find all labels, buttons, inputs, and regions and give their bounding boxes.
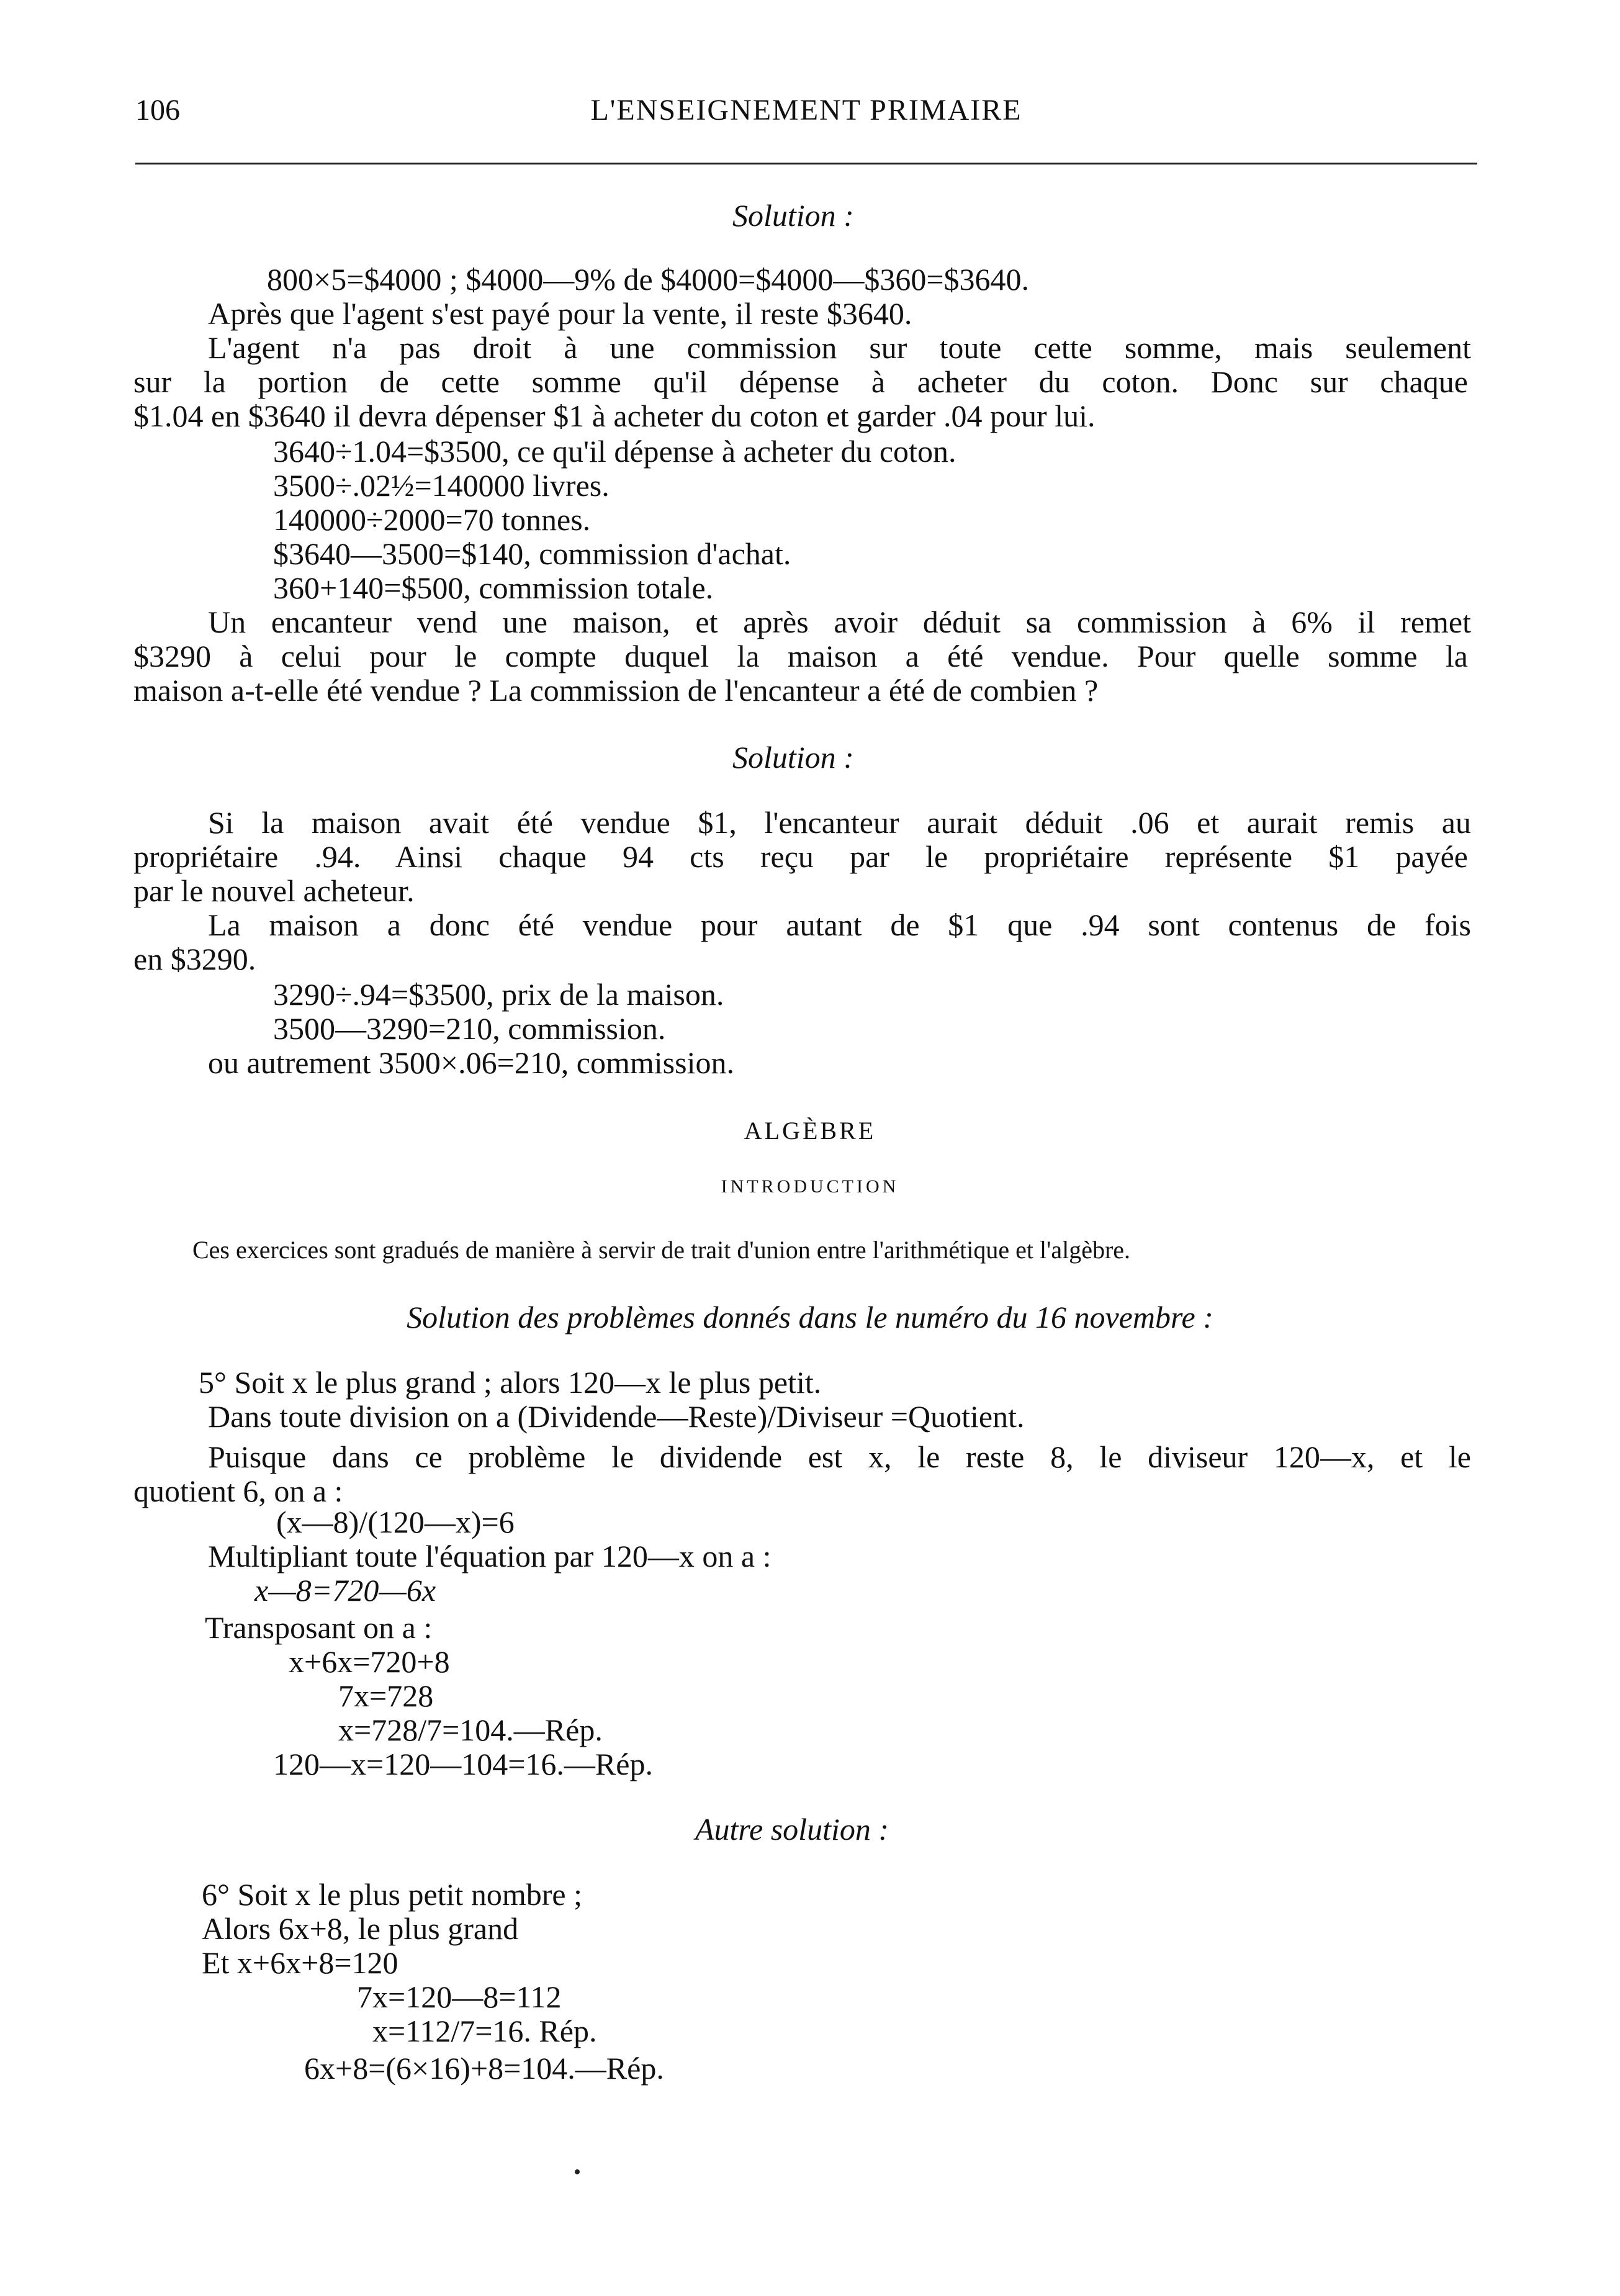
- text-line: $3640—3500=$140, commission d'achat.: [273, 536, 791, 571]
- text-line: 5° Soit x le plus grand ; alors 120—x le plus petit.: [199, 1365, 822, 1400]
- text-line: ou autrement 3500×.06=210, commission.: [208, 1045, 734, 1080]
- text-line: 6° Soit x le plus petit nombre ;: [202, 1877, 583, 1912]
- text-line: quotient 6, on a :: [133, 1474, 343, 1508]
- text-line: Puisque dans ce problème le dividende est x, le reste 8, le diviseur 120—x, et le: [208, 1439, 1471, 1474]
- intro-note: Ces exercices sont gradués de manière à servir de trait d'union entre l'arithmétique et l'algèbre.: [192, 1236, 1131, 1264]
- equation-line: 7x=120—8=112: [357, 1979, 562, 2014]
- page-number: 106: [135, 94, 180, 127]
- text-line: 140000÷2000=70 tonnes.: [273, 502, 591, 537]
- equation-line: 7x=728: [338, 1678, 434, 1713]
- text-line: sur la portion de cette somme qu'il dépense à acheter du coton. Donc sur chaque: [133, 364, 1468, 399]
- text-line: Alors 6x+8, le plus grand: [202, 1911, 519, 1946]
- running-head: [135, 93, 1477, 137]
- text-line: 3500÷.02½=140000 livres.: [273, 468, 610, 503]
- equation-line: x+6x=720+8: [289, 1644, 450, 1679]
- text-line: en $3290.: [133, 942, 256, 976]
- text-line: Un encanteur vend une maison, et après avoir déduit sa commission à 6% il remet: [208, 605, 1471, 639]
- equation-line: 120—x=120—104=16.—Rép.: [273, 1747, 653, 1781]
- equation-line: x=112/7=16. Rép.: [372, 2014, 597, 2048]
- text-line: 800×5=$4000 ; $4000—9% de $4000=$4000—$360=$3640.: [267, 262, 1030, 297]
- text-line: Dans toute division on a (Dividende—Reste)/Diviseur =Quotient.: [208, 1399, 1025, 1434]
- text-line: L'agent n'a pas droit à une commission sur toute cette somme, mais seulement: [208, 330, 1471, 365]
- text-line: 3290÷.94=$3500, prix de la maison.: [273, 977, 724, 1012]
- text-line: 360+140=$500, commission totale.: [273, 570, 714, 605]
- text-line: 3500—3290=210, commission.: [273, 1011, 666, 1046]
- equation-line: Et x+6x+8=120: [202, 1945, 398, 1980]
- solution-heading: Autre solution :: [695, 1812, 889, 1847]
- text-line: Multipliant toute l'équation par 120—x on a :: [208, 1539, 772, 1573]
- equation-line: (x—8)/(120—x)=6: [276, 1505, 515, 1539]
- text-line: Si la maison avait été vendue $1, l'encanteur aurait déduit .06 et aurait remis au: [208, 805, 1471, 840]
- solution-heading: Solution :: [732, 740, 854, 775]
- header-rule: [135, 163, 1477, 164]
- equation-line: x=728/7=104.—Rép.: [338, 1713, 603, 1747]
- text-line: $1.04 en $3640 il devra dépenser $1 à acheter du coton et garder .04 pour lui.: [133, 398, 1096, 433]
- solution-heading: Solution :: [732, 198, 854, 233]
- equation-line: x—8=720—6x: [254, 1573, 436, 1608]
- text-line: propriétaire .94. Ainsi chaque 94 cts reçu par le propriétaire représente $1 payée: [133, 839, 1468, 874]
- text-line: La maison a donc été vendue pour autant de $1 que .94 sont contenus de fois: [208, 907, 1471, 942]
- running-title: L'ENSEIGNEMENT PRIMAIRE: [590, 94, 1022, 127]
- stray-dot: [575, 2169, 580, 2174]
- text-line: maison a-t-elle été vendue ? La commission de l'encanteur a été de combien ?: [133, 673, 1099, 708]
- text-line: $3290 à celui pour le compte duquel la maison a été vendue. Pour quelle somme la: [133, 639, 1468, 673]
- text-line: 3640÷1.04=$3500, ce qu'il dépense à acheter du coton.: [273, 434, 956, 469]
- section-heading: ALGÈBRE: [744, 1117, 876, 1145]
- solution-heading: Solution des problèmes donnés dans le numéro du 16 novembre :: [407, 1300, 1213, 1335]
- equation-line: 6x+8=(6×16)+8=104.—Rép.: [304, 2051, 664, 2086]
- subsection-heading: INTRODUCTION: [721, 1176, 899, 1197]
- text-line: Transposant on a :: [205, 1610, 433, 1645]
- text-line: Après que l'agent s'est payé pour la vente, il reste $3640.: [208, 296, 912, 331]
- text-line: par le nouvel acheteur.: [133, 873, 415, 908]
